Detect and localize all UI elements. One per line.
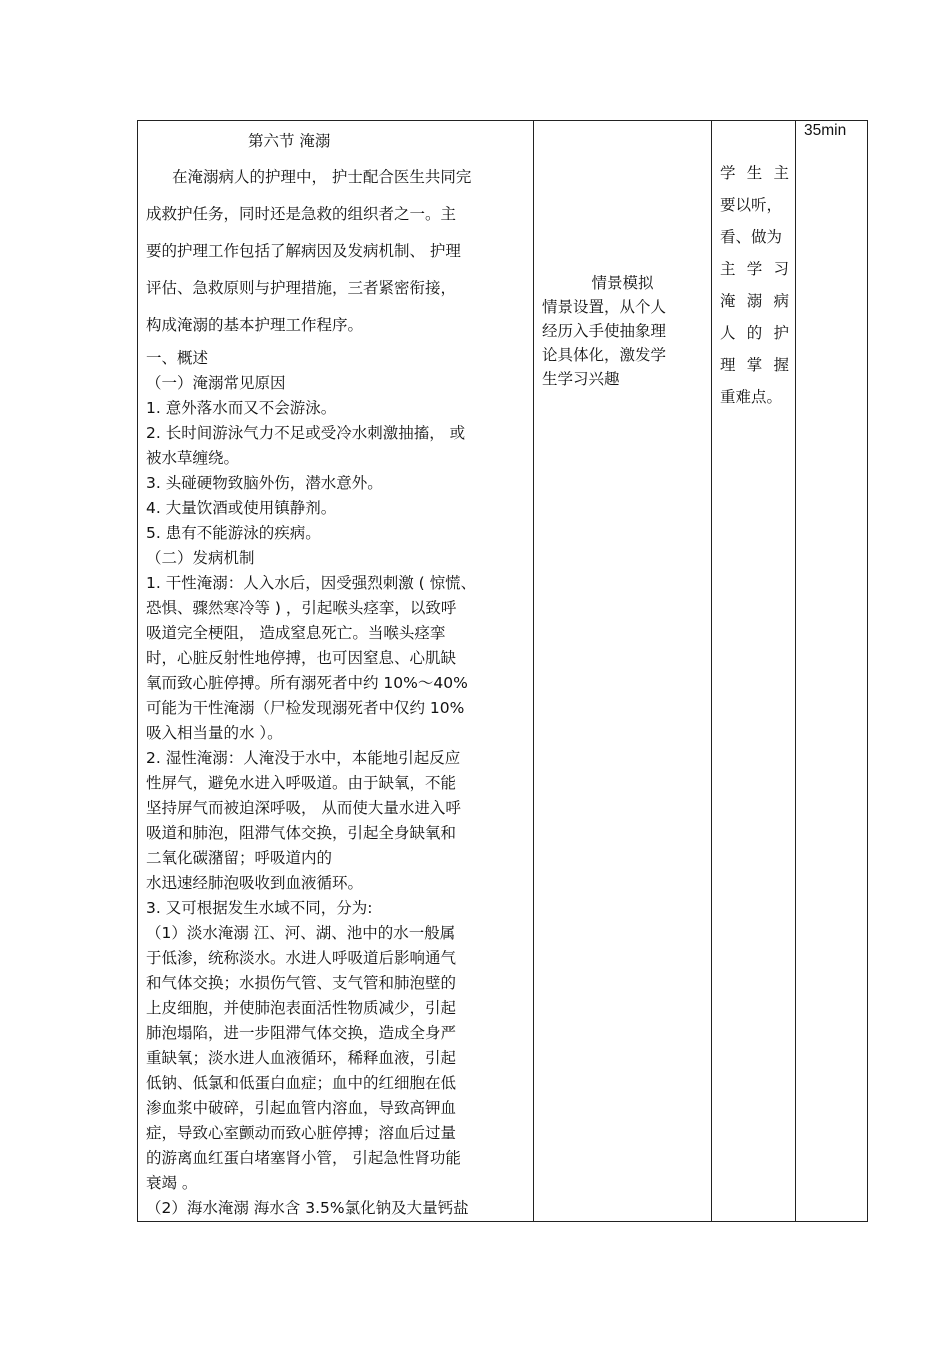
method-line: 经历入手使抽象理 bbox=[542, 322, 667, 340]
body-line: 吸道和肺泡，阻滞气体交换，引起全身缺氧和 bbox=[146, 824, 457, 842]
body-line: 于低渗，统称淡水。水进人呼吸道后影响通气 bbox=[146, 949, 457, 967]
content-body bbox=[146, 346, 529, 1221]
body-line: 性屏气，避免水进入呼吸道。由于缺氧，不能 bbox=[146, 774, 457, 792]
body-line: 水迅速经肺泡吸收到血液循环。 bbox=[146, 874, 364, 892]
content-cell bbox=[138, 121, 534, 1222]
intro-paragraph bbox=[146, 159, 529, 344]
student-line: 学 生 主 bbox=[720, 164, 789, 182]
intro-line: 要的护理工作包括了解病因及发病机制、 护理 bbox=[146, 242, 461, 260]
body-line: 肺泡塌陷，进一步阻滞气体交换，造成全身严 bbox=[146, 1024, 457, 1042]
time-allocation: 35min bbox=[804, 122, 847, 139]
method-line: 生学习兴趣 bbox=[542, 370, 620, 388]
method-description bbox=[542, 295, 703, 391]
body-line: 吸入相当量的水 ）。 bbox=[146, 724, 283, 742]
student-line: 主 学 习 bbox=[720, 260, 789, 278]
body-line: 吸道完全梗阻， 造成窒息死亡。当喉头痉挛 bbox=[146, 624, 446, 642]
student-activity-cell bbox=[712, 121, 796, 1222]
student-line: 看、做为 bbox=[720, 228, 783, 246]
method-title: 情景模拟 bbox=[591, 274, 654, 292]
method-line: 情景设置，从个人 bbox=[542, 298, 667, 316]
body-line: 重缺氧；淡水进人血液循环，稀释血液，引起 bbox=[146, 1049, 457, 1067]
body-line: 坚持屏气而被迫深呼吸， 从而使大量水进入呼 bbox=[146, 799, 461, 817]
body-line: （一）淹溺常见原因 bbox=[146, 374, 286, 392]
body-line: （1）淡水淹溺 江、河、湖、池中的水一般属 bbox=[146, 924, 456, 942]
body-line: 氧而致心脏停搏。所有溺死者中约 10%～40% bbox=[146, 674, 468, 692]
student-line: 淹 溺 病 bbox=[720, 292, 789, 310]
body-line: 和气体交换；水损伤气管、支气管和肺泡壁的 bbox=[146, 974, 457, 992]
student-line: 理 掌 握 bbox=[720, 356, 789, 374]
body-line: 5. 患有不能游泳的疾病。 bbox=[146, 524, 321, 542]
body-line: 衰竭 。 bbox=[146, 1174, 198, 1192]
intro-line: 在淹溺病人的护理中， 护士配合医生共同完 bbox=[172, 168, 472, 186]
body-line: 3. 头碰硬物致脑外伤，潜水意外。 bbox=[146, 474, 383, 492]
body-line: 2. 湿性淹溺：人淹没于水中，本能地引起反应 bbox=[146, 749, 461, 767]
body-line: 可能为干性淹溺（尸检发现溺死者中仅约 10% bbox=[146, 699, 465, 717]
body-line: 的游离血红蛋白堵塞肾小管， 引起急性肾功能 bbox=[146, 1149, 461, 1167]
lesson-plan-table bbox=[137, 120, 868, 1222]
intro-line: 构成淹溺的基本护理工作程序。 bbox=[146, 316, 364, 334]
body-line: 时，心脏反射性地停搏，也可因窒息、心肌缺 bbox=[146, 649, 457, 667]
section-title: 第六节 淹溺 bbox=[248, 132, 331, 150]
body-line: 上皮细胞，并使肺泡表面活性物质减少，引起 bbox=[146, 999, 457, 1017]
body-line: 4. 大量饮酒或使用镇静剂。 bbox=[146, 499, 337, 517]
body-line: 1. 意外落水而又不会游泳。 bbox=[146, 399, 337, 417]
student-line: 要以听， bbox=[720, 196, 783, 214]
body-line: 一、概述 bbox=[146, 349, 209, 367]
body-line: 低钠、低氯和低蛋白血症；血中的红细胞在低 bbox=[146, 1074, 457, 1092]
body-line: 1. 干性淹溺：人入水后，因受强烈刺激 ( 惊慌、 bbox=[146, 574, 477, 592]
body-line: 被水草缠绕。 bbox=[146, 449, 240, 467]
body-line: 恐惧、骤然寒冷等 ) ，引起喉头痉挛，以致呼 bbox=[146, 599, 457, 617]
body-line: 二氧化碳潴留；呼吸道内的 bbox=[146, 849, 333, 867]
student-line: 人 的 护 bbox=[720, 324, 789, 342]
body-line: （2）海水淹溺 海水含 3.5%氯化钠及大量钙盐 bbox=[146, 1199, 469, 1217]
body-line: （二）发病机制 bbox=[146, 549, 255, 567]
body-line: 症，导致心室颤动而致心脏停搏；溶血后过量 bbox=[146, 1124, 457, 1142]
student-line: 重难点。 bbox=[720, 388, 783, 406]
body-line: 渗血浆中破碎，引起血管内溶血，导致高钾血 bbox=[146, 1099, 457, 1117]
body-line: 3. 又可根据发生水域不同，分为: bbox=[146, 899, 373, 917]
time-cell bbox=[796, 121, 868, 1222]
method-line: 论具体化，激发学 bbox=[542, 346, 667, 364]
intro-line: 评估、急救原则与护理措施，三者紧密衔接， bbox=[146, 279, 457, 297]
method-cell bbox=[534, 121, 712, 1222]
intro-line: 成救护任务，同时还是急救的组织者之一。主 bbox=[146, 205, 457, 223]
table-row bbox=[138, 121, 868, 1222]
body-line: 2. 长时间游泳气力不足或受冷水刺激抽搐， 或 bbox=[146, 424, 466, 442]
